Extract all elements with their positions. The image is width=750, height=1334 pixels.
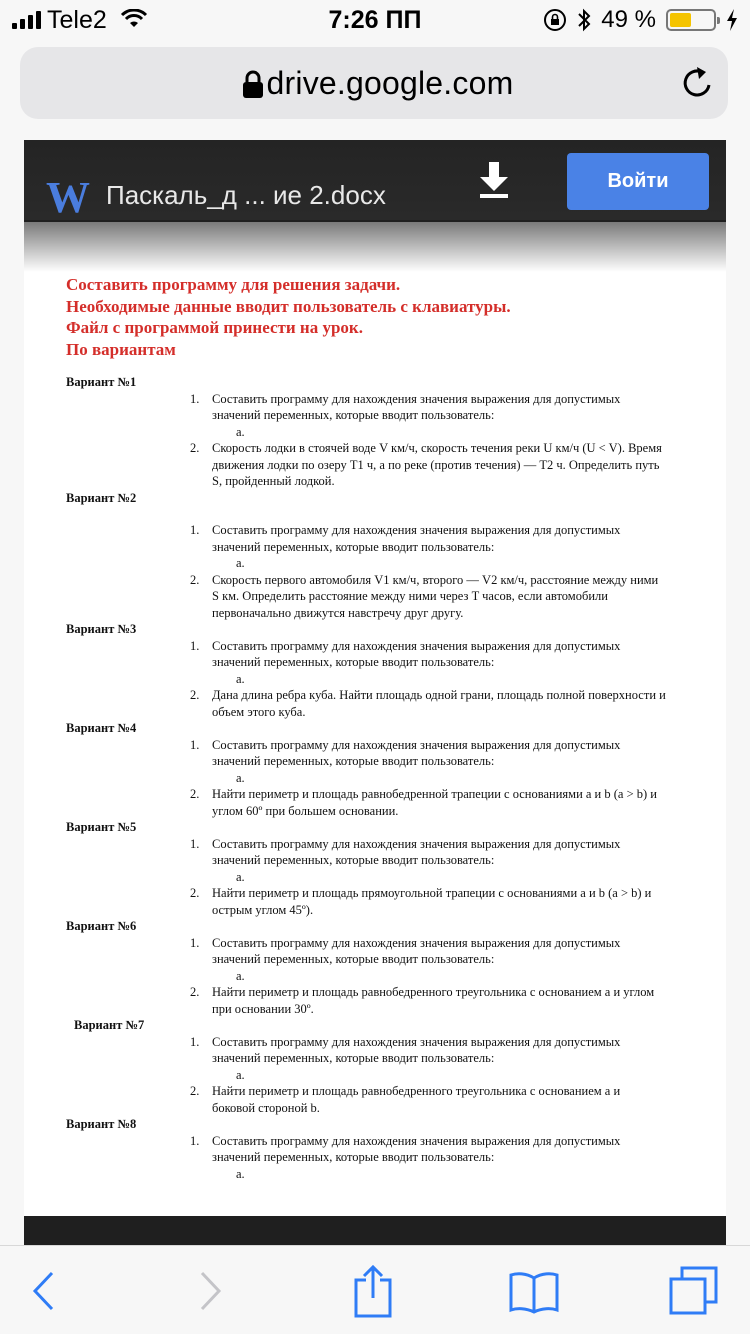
list-item: 1. Составить программу для нахождения значения выражения для допустимых значений переменных, которые вводит пользователь:: [190, 523, 621, 554]
share-icon[interactable]: [352, 1264, 394, 1318]
list-item: 1. Составить программу для нахождения значения выражения для допустимых значений переменных, которые вводит пользователь:: [190, 737, 621, 768]
address-bar[interactable]: [20, 47, 728, 119]
list-item: 1. Составить программу для нахождения значения выражения для допустимых значений переменных, которые вводит пользователь:: [190, 935, 621, 966]
variant-block: [66, 819, 686, 918]
document-viewer: [24, 140, 726, 1245]
bookmarks-icon[interactable]: [508, 1270, 560, 1314]
carrier: Tele2: [12, 6, 148, 35]
variant-title: Вариант №7: [74, 1018, 145, 1032]
list-item: 2. Найти периметр и площадь равнобедренной трапеции с основаниями a и b (a > b) и углом 60º при большем основании.: [190, 787, 657, 818]
list-item: 2. Дана длина ребра куба. Найти площадь одной грани, площадь полной поверхности и объем этого куба.: [190, 688, 666, 719]
variant-title: Вариант №2: [66, 490, 137, 505]
login-button[interactable]: Войти: [567, 153, 709, 210]
variant-title: Вариант №4: [66, 721, 137, 735]
tabs-icon[interactable]: [668, 1266, 720, 1316]
list-item: 1. Составить программу для нахождения значения выражения для допустимых значений переменных, которые вводит пользователь:: [190, 836, 621, 867]
variant-block: [66, 1116, 686, 1182]
list-item: 2. Скорость первого автомобиля V1 км/ч, второго — V2 км/ч, расстояние между ними S км. Определить расстояние между ними через T часов, если автомобили первоначально движутся навстречу друг другу.: [190, 572, 659, 620]
clock: 7:26 ПП: [328, 6, 422, 34]
battery-percent: 49 %: [601, 6, 656, 33]
list-item: 2. Найти периметр и площадь прямоугольной трапеции с основаниями a и b (a > b) и острым углом 45º).: [190, 886, 652, 917]
list-item: 2. Найти периметр и площадь равнобедренного треугольника с основанием a и углом при основании 30º.: [190, 985, 655, 1016]
variant-block: [66, 621, 686, 720]
variant-title: Вариант №1: [66, 375, 137, 389]
reload-icon[interactable]: [680, 65, 714, 101]
variant-title: Вариант №3: [66, 622, 137, 636]
browser-toolbar: [0, 1245, 750, 1334]
sub-item: a.: [236, 968, 245, 983]
sub-item: a.: [236, 556, 245, 570]
list-item: 1. Составить программу для нахождения значения выражения для допустимых значений переменных, которые вводит пользователь:: [190, 1034, 621, 1065]
bluetooth-icon: [577, 8, 591, 32]
list-item: 1. Составить программу для нахождения значения выражения для допустимых значений переменных, которые вводит пользователь:: [190, 1133, 621, 1164]
list-item: 1. Составить программу для нахождения значения выражения для допустимых значений переменных, которые вводит пользователь:: [190, 391, 621, 422]
viewer-header: [24, 140, 726, 220]
list-item: 2. Скорость лодки в стоячей воде V км/ч, скорость течения реки U км/ч (U < V). Время движения лодки по озеру T1 ч, а по реке (против течения) — T2 ч. Определить путь S, пройденный лодкой.: [190, 441, 662, 488]
variant-title: Вариант №5: [66, 820, 137, 834]
word-doc-icon: W: [46, 173, 90, 222]
variant-title: Вариант №8: [66, 1117, 137, 1131]
url-text[interactable]: drive.google.com: [266, 65, 514, 101]
variant-block: [66, 720, 686, 819]
battery-icon: [666, 9, 716, 31]
sub-item: a.: [236, 869, 245, 884]
variant-block: [66, 374, 686, 490]
variant-title: Вариант №6: [66, 919, 137, 933]
list-item: 2. Найти периметр и площадь равнобедренного треугольника с основанием a и боковой стороной b.: [190, 1084, 621, 1115]
sub-item: a.: [236, 1067, 245, 1082]
variants-list: [66, 374, 686, 1182]
variant-block: [66, 1017, 686, 1116]
variant-block: [66, 918, 686, 1017]
variant-block: [66, 490, 686, 622]
sub-item: a.: [236, 770, 245, 785]
list-item: 1. Составить программу для нахождения значения выражения для допустимых значений переменных, которые вводит пользователь:: [190, 638, 621, 669]
sub-item: a.: [236, 424, 245, 439]
back-icon[interactable]: [30, 1270, 56, 1312]
status-bar: [0, 0, 750, 40]
task-heading: Составить программу для решения задачи. Необходимые данные вводит пользователь с клавиатуры. Файл с программой принести на урок. По вариантам: [66, 275, 511, 359]
sub-item: a.: [236, 1166, 245, 1181]
sub-item: a.: [236, 671, 245, 686]
document-title: Паскаль_д ... ие 2.docx: [106, 180, 386, 210]
rotation-lock-icon: [543, 8, 567, 32]
document-page[interactable]: [24, 222, 726, 1216]
download-icon[interactable]: [476, 160, 512, 200]
charging-icon: [726, 9, 738, 31]
forward-icon[interactable]: [198, 1270, 224, 1312]
